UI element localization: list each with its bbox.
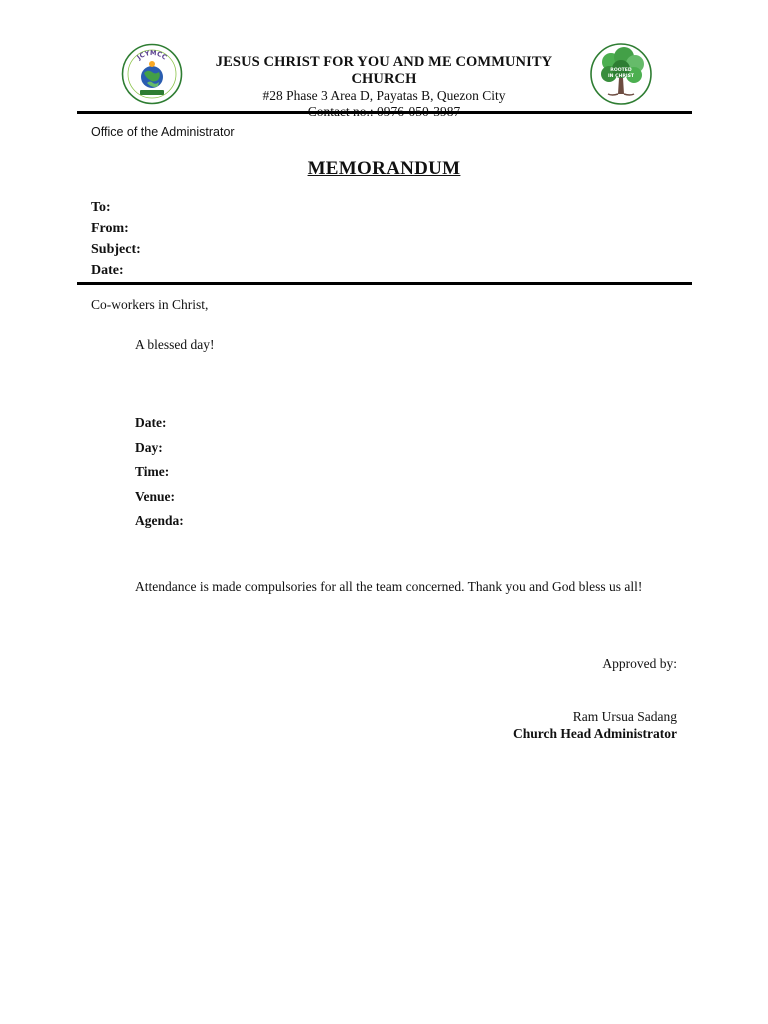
subject-field-label: Subject: — [91, 242, 141, 257]
memo-title: MEMORANDUM — [307, 158, 461, 179]
approved-by-label: Approved by: — [602, 656, 677, 671]
event-date-label: Date: — [135, 415, 167, 430]
to-field-label: To: — [91, 200, 111, 215]
header-divider — [77, 111, 692, 114]
event-venue-label: Venue: — [135, 488, 176, 504]
church-logo-left — [121, 43, 183, 105]
body-divider — [77, 282, 692, 285]
signatory-name: Ram Ursua Sadang — [572, 709, 677, 724]
salutation: Co-workers in Christ, — [91, 297, 209, 312]
church-name: JESUS CHRIST FOR YOU AND ME COMMUNITY CHURCH — [215, 54, 553, 87]
church-logo-right — [589, 42, 653, 106]
signatory-title: Church Head Administrator — [512, 726, 677, 741]
from-field-label: From: — [91, 221, 129, 236]
closing-paragraph: Attendance is made compulsories for all the team concerned. Thank you and God bless us all! — [135, 579, 643, 594]
memo-header-fields — [91, 197, 141, 281]
svg-text:ROOTED: ROOTED — [610, 68, 632, 73]
date-field-label: Date: — [91, 263, 124, 278]
opening-line: A blessed day! — [135, 337, 215, 352]
event-day-label: Day: — [135, 439, 163, 455]
office-label: Office of the Administrator — [91, 125, 235, 139]
church-address: #28 Phase 3 Area D, Payatas B, Quezon City — [262, 88, 506, 103]
svg-text:IN CHRIST: IN CHRIST — [607, 74, 635, 79]
event-time-label: Time: — [135, 464, 170, 480]
event-agenda-label: Agenda: — [135, 513, 184, 529]
event-details — [135, 411, 184, 534]
svg-text:JCYMCC: JCYMCC — [135, 48, 169, 62]
